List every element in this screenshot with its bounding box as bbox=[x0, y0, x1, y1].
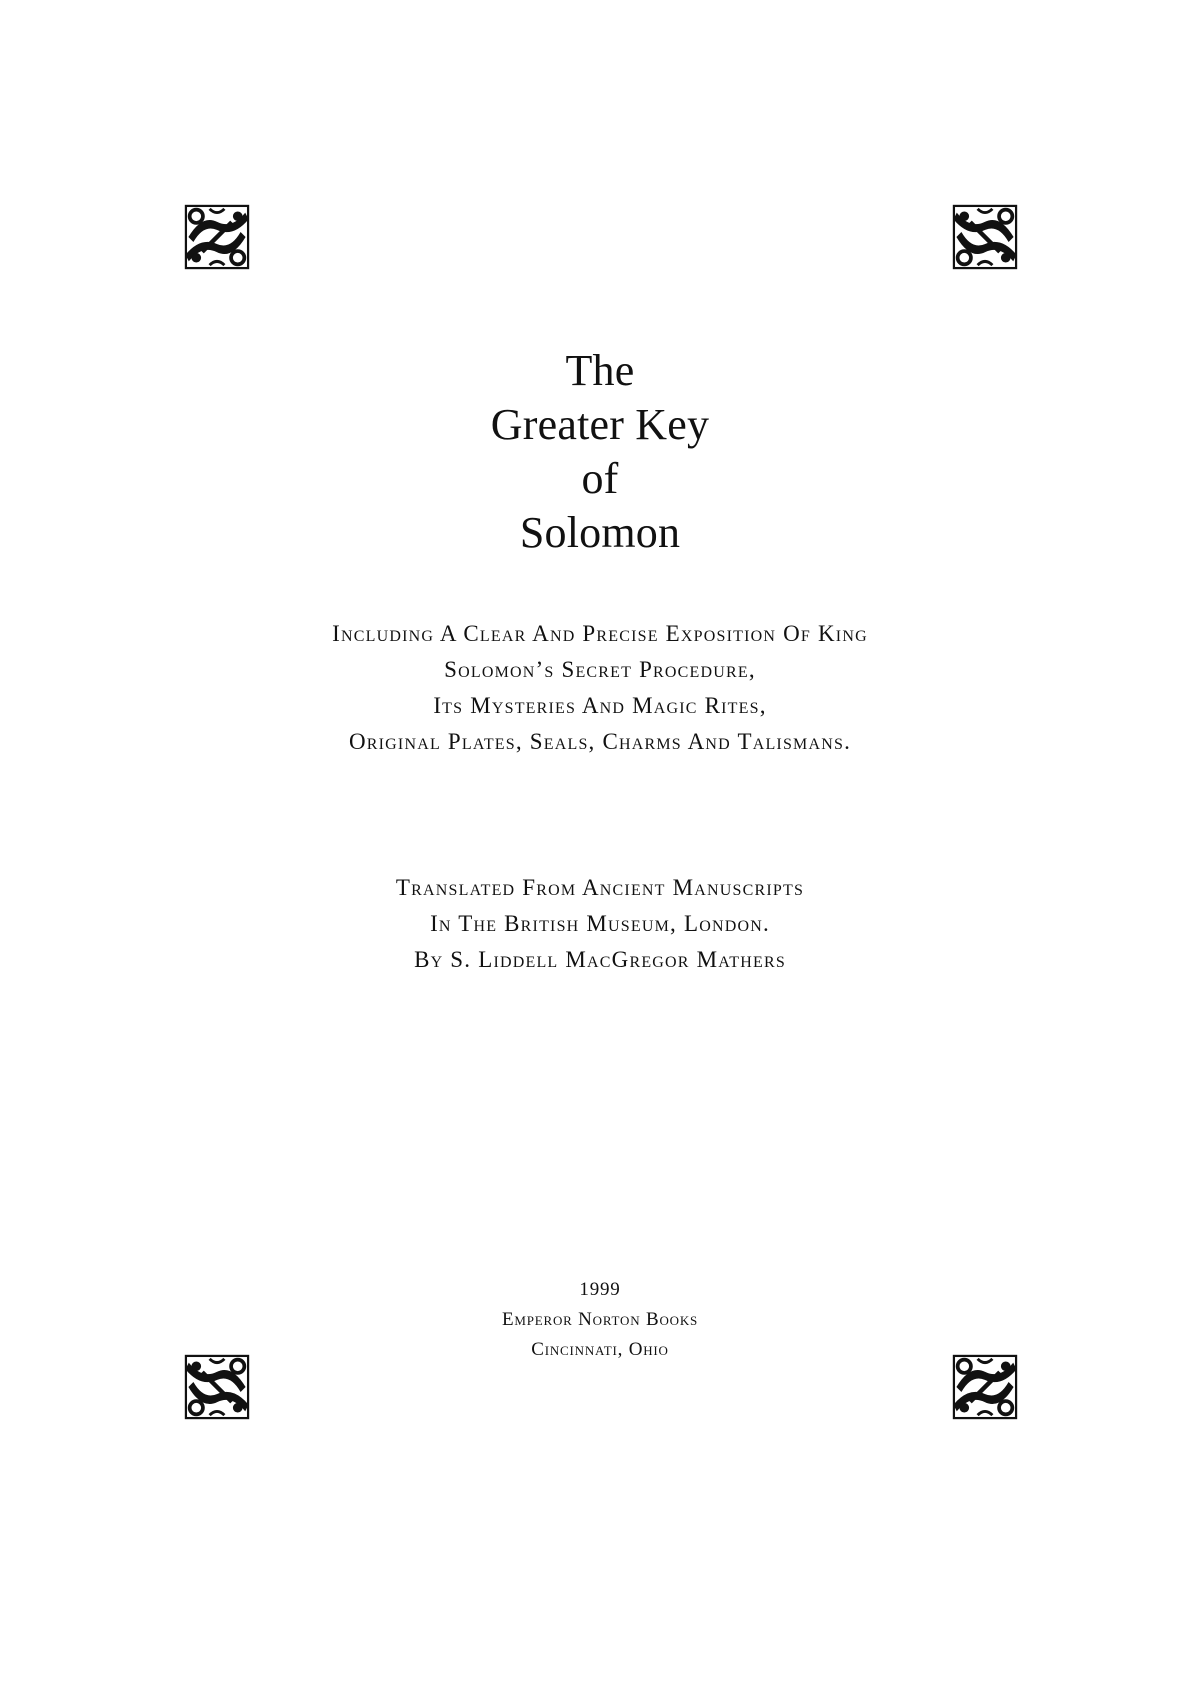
subtitle-line: Original Plates, Seals, Charms And Talismans. bbox=[348, 729, 852, 754]
book-title bbox=[0, 344, 1200, 560]
publisher-imprint bbox=[0, 1275, 1200, 1365]
translation-line: Translated From Ancient Manuscripts bbox=[395, 875, 805, 900]
translation-line: By S. Liddell MacGregor Mathers bbox=[414, 947, 786, 972]
subtitle-line: Solomon’s Secret Procedure, bbox=[444, 657, 756, 682]
title-line: of bbox=[581, 454, 619, 503]
subtitle-line: Including A Clear And Precise Exposition Of King bbox=[332, 621, 868, 646]
title-line: Greater Key bbox=[490, 400, 710, 449]
translation-line: In The British Museum, London. bbox=[430, 911, 770, 936]
title-line: Solomon bbox=[519, 508, 681, 557]
title-line: The bbox=[565, 346, 635, 395]
translation-credit bbox=[0, 870, 1200, 978]
fleuron-ornament-icon bbox=[180, 200, 254, 274]
fleuron-ornament-icon bbox=[948, 200, 1022, 274]
subtitle-line: Its Mysteries And Magic Rites, bbox=[433, 693, 767, 718]
publication-year: 1999 bbox=[579, 1279, 621, 1300]
book-subtitle bbox=[0, 616, 1200, 760]
publisher-name: Emperor Norton Books bbox=[501, 1309, 699, 1330]
publication-place: Cincinnati, Ohio bbox=[531, 1339, 669, 1360]
